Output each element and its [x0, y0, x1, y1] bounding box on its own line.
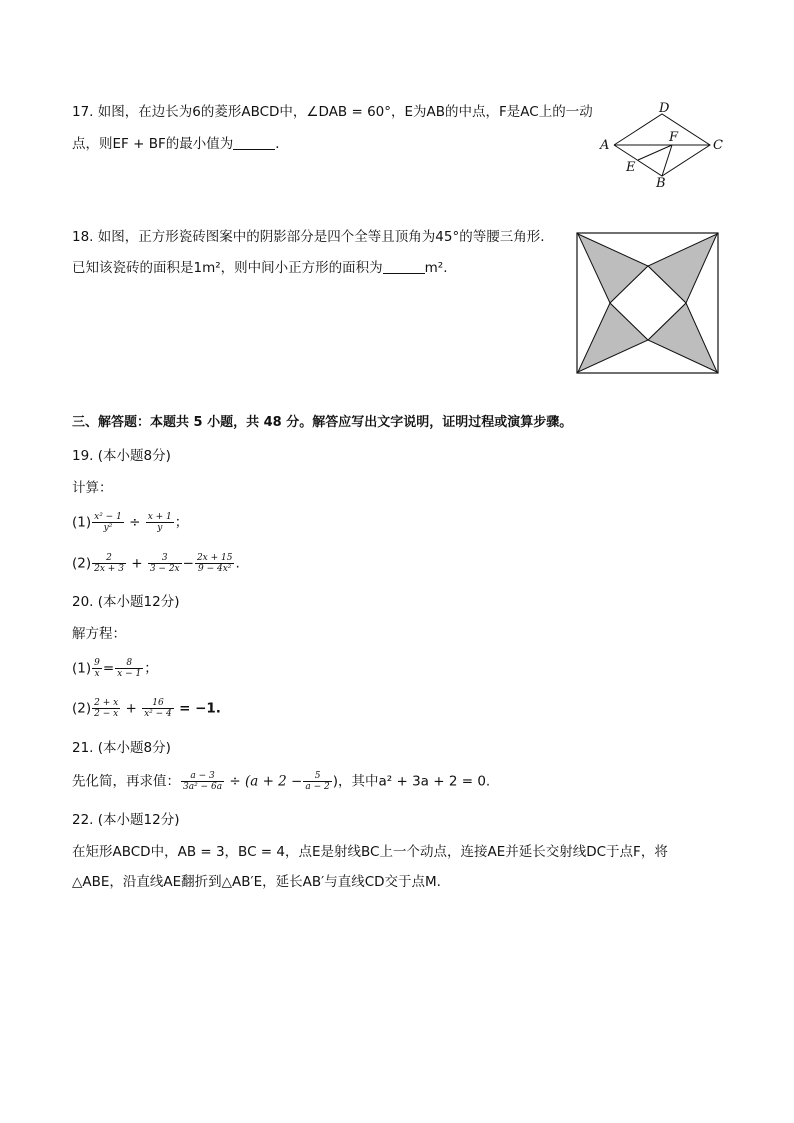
q19-part1	[72, 512, 188, 533]
q21-frac1-num: a − 3	[181, 771, 224, 782]
q20-p2-frac1-num: 2 + x	[94, 698, 119, 708]
q20-p1-frac1-den: x	[94, 669, 100, 679]
q21-frac1-den: 3a² − 6a	[183, 782, 223, 792]
q17-answer-blank	[233, 135, 275, 150]
q21-frac1	[181, 771, 224, 792]
q19-p2-frac3-den: 9 − 4x²	[198, 564, 232, 574]
rhombus-figure	[596, 100, 726, 190]
q22-line1: 在矩形ABCD中，AB = 3，BC = 4，点E是射线BC上一个动点，连接AE并延长交射线DC于点F，将	[72, 844, 668, 860]
q19-p1-frac1-den: y²	[103, 523, 113, 533]
q19-p1-op: ÷	[129, 514, 141, 531]
q19-p2-frac2-num: 3	[148, 553, 182, 564]
q19-p2-frac2-den: 3 − 2x	[149, 564, 180, 574]
label-b: B	[656, 176, 666, 190]
q17-line2-end: ．	[275, 136, 289, 152]
q19-part2	[72, 553, 240, 574]
q20-p2-label: (2)	[72, 700, 92, 717]
q20-p1-frac2	[115, 658, 143, 679]
q19-p2-frac3-num: 2x + 15	[196, 553, 233, 563]
q19-title: 19. (本小题8分)	[72, 448, 171, 464]
q20-part1	[72, 658, 158, 679]
label-a: A	[600, 138, 610, 153]
label-c: C	[713, 138, 723, 153]
q20-p1-label: (1)	[72, 660, 92, 677]
q20-p2-frac1-den: 2 − x	[94, 709, 119, 719]
q20-p2-frac2	[142, 698, 174, 719]
q19-p1-frac1-num: x² − 1	[94, 512, 122, 522]
q21-mid: ÷ (a + 2 −	[229, 773, 303, 790]
q20-p1-frac2-num: 8	[115, 658, 143, 669]
q20-part2	[72, 698, 221, 719]
q20-p1-frac1	[92, 658, 102, 679]
q20-p1-eq: =	[102, 660, 115, 677]
q20-p1-end: ；	[144, 660, 158, 677]
q18-line2-end: m².	[424, 260, 448, 276]
q20-p1-frac1-num: 9	[94, 658, 100, 668]
q19-instruction: 计算：	[72, 480, 113, 496]
q19-p1-frac2-den: y	[157, 523, 163, 533]
section3-heading: 三、解答题：本题共 5 小题，共 48 分。解答应写出文字说明，证明过程或演算步骤。	[72, 415, 573, 430]
q21-tail: )，其中a² + 3a + 2 = 0.	[332, 773, 491, 790]
q22-title: 22. (本小题12分)	[72, 812, 180, 828]
q20-p2-frac2-den: x² − 4	[144, 709, 172, 719]
q19-p1-frac2	[146, 512, 174, 533]
q19-p1-frac1	[92, 512, 124, 533]
q21-title: 21. (本小题8分)	[72, 740, 171, 756]
q19-p2-frac3	[195, 553, 235, 574]
q21-expression	[72, 771, 490, 792]
segment-ef	[638, 145, 672, 160]
q20-p2-frac1	[92, 698, 120, 719]
q19-p2-end: .	[235, 555, 240, 572]
q20-instruction: 解方程：	[72, 626, 126, 642]
q21-lead: 先化简，再求值：	[72, 773, 180, 790]
q20-p2-frac2-num: 16	[142, 698, 174, 709]
q20-p1-frac2-den: x − 1	[117, 669, 142, 679]
q19-p2-frac1-den: 2x + 3	[94, 564, 124, 574]
q19-p1-end: ；	[174, 514, 189, 531]
q20-p2-rhs: = −1.	[179, 700, 221, 717]
q19-p2-frac2	[148, 553, 182, 574]
q18-line2-text: 已知该瓷砖的面积是1m²，则中间小正方形的面积为	[72, 260, 383, 276]
q19-p1-label: (1)	[72, 514, 92, 531]
q22-line2: △ABE，沿直线AE翻折到△AB′E，延长AB′与直线CD交于点M.	[72, 874, 441, 890]
q19-p2-frac1-num: 2	[92, 553, 126, 564]
label-d: D	[659, 101, 670, 116]
q21-frac2	[303, 771, 331, 792]
label-f: F	[669, 130, 679, 145]
q17-line1: 17. 如图，在边长为6的菱形ABCD中，∠DAB = 60°，E为AB的中点，F是AC上的一动	[72, 104, 593, 120]
label-e: E	[626, 160, 636, 175]
q19-p2-frac1	[92, 553, 126, 574]
q17-line2	[72, 134, 289, 154]
q19-p1-frac2-num: x + 1	[147, 512, 172, 522]
q21-frac2-den: a − 2	[305, 782, 330, 792]
tile-figure	[576, 232, 720, 374]
q18-line2	[72, 258, 448, 278]
q20-p2-op: +	[125, 700, 137, 717]
q19-p2-label: (2)	[72, 555, 92, 572]
q19-p2-op2: −	[182, 555, 194, 572]
q20-title: 20. (本小题12分)	[72, 594, 180, 610]
q18-answer-blank	[383, 259, 425, 274]
q21-frac2-num: 5	[303, 771, 331, 782]
q17-line2-text: 点，则EF + BF的最小值为	[72, 136, 234, 152]
q18-line1: 18. 如图，正方形瓷砖图案中的阴影部分是四个全等且顶角为45°的等腰三角形.	[72, 229, 545, 245]
segment-bf	[662, 145, 672, 176]
q19-p2-op1: +	[131, 555, 143, 572]
